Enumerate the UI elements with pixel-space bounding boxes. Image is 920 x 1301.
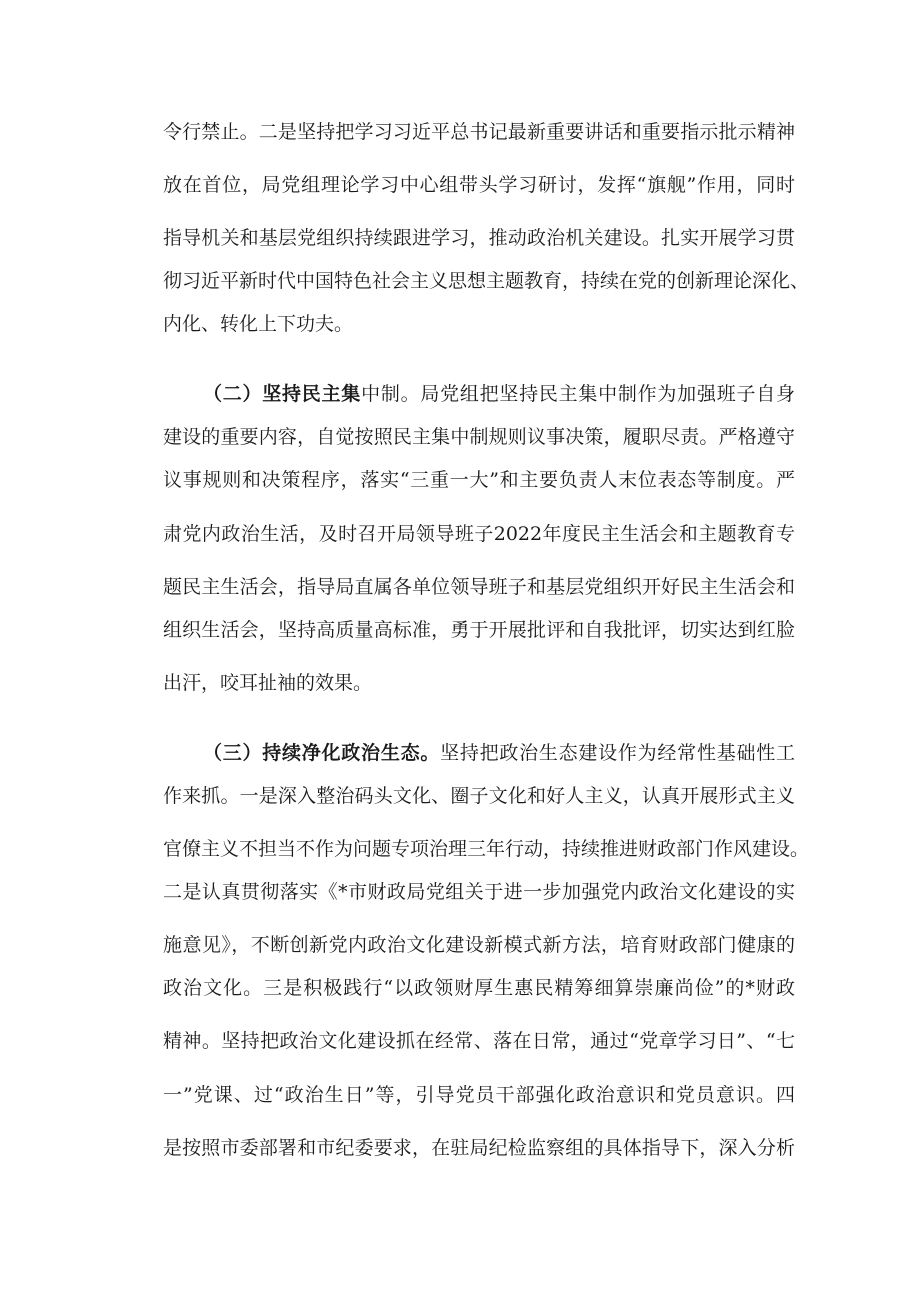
paragraph-2-line-5: 题民主生活会，指导局直属各单位领导班子和基层党组织开好民主生活会和 [163, 576, 795, 598]
paragraph-3-line-3: 官僚主义不担当不作为问题专项治理三年行动，持续推进财政部门作风建设。 [163, 838, 810, 860]
paragraph-2-line-1 [203, 381, 795, 407]
paragraph-1-line-4: 彻习近平新时代中国特色社会主义思想主题教育，持续在党的创新理论深化、 [163, 270, 810, 292]
paragraph-3-line-6: 政治文化。三是积极践行“以政领财厚生惠民精筹细算崇廉尚俭”的*财政 [163, 977, 795, 999]
paragraph-3-line-8: 一”党课、过“政治生日”等，引导党员干部强化政治意识和党员意识。四 [163, 1084, 795, 1106]
paragraph-2-line-6: 组织生活会，坚持高质量高标准，勇于开展批评和自我批评，切实达到红脸 [163, 619, 795, 641]
paragraph-2-line-7: 出汗，咬耳扯袖的效果。 [163, 672, 373, 694]
paragraph-1-line-5: 内化、转化上下功夫。 [163, 313, 354, 335]
paragraph-3-line-1 [203, 740, 795, 766]
paragraph-3-first-line-text: 坚持把政治生态建设作为经常性基础性工 [440, 742, 795, 764]
paragraph-1-line-1: 令行禁止。二是坚持把学习习近平总书记最新重要讲话和重要指示批示精神 [163, 121, 795, 143]
paragraph-3-line-7: 精神。坚持把政治文化建设抓在经常、落在日常，通过“党章学习日”、“七 [163, 1030, 795, 1052]
paragraph-1-line-2: 放在首位，局党组理论学习中心组带头学习研讨，发挥“旗舰”作用，同时 [163, 174, 795, 196]
paragraph-2-first-line-text: 中制。局党组把坚持民主集中制作为加强班子自身 [361, 383, 795, 405]
paragraph-1-line-3: 指导机关和基层党组织持续跟进学习，推动政治机关建设。扎实开展学习贯 [163, 227, 795, 249]
paragraph-3-line-4: 二是认真贯彻落实《*市财政局党组关于进一步加强党内政治文化建设的实 [163, 881, 795, 903]
paragraph-2-line-4: 肃党内政治生活，及时召开局领导班子2022年度民主生活会和主题教育专 [163, 523, 795, 545]
paragraph-2-line-2: 建设的重要内容，自觉按照民主集中制规则议事决策，履职尽责。严格遵守 [163, 426, 795, 448]
paragraph-3-heading: （三）持续净化政治生态。 [203, 742, 441, 764]
paragraph-2-line-3: 议事规则和决策程序，落实“三重一大”和主要负责人末位表态等制度。严 [163, 469, 795, 491]
paragraph-3-line-5: 施意见》，不断创新党内政治文化建设新模式新方法，培育财政部门健康的 [163, 934, 795, 956]
paragraph-2-heading: （二）坚持民主集 [203, 383, 362, 405]
paragraph-3-line-9: 是按照市委部署和市纪委要求，在驻局纪检监察组的具体指导下，深入分析 [163, 1137, 795, 1159]
paragraph-3-line-2: 作来抓。一是深入整治码头文化、圈子文化和好人主义，认真开展形式主义 [163, 785, 795, 807]
